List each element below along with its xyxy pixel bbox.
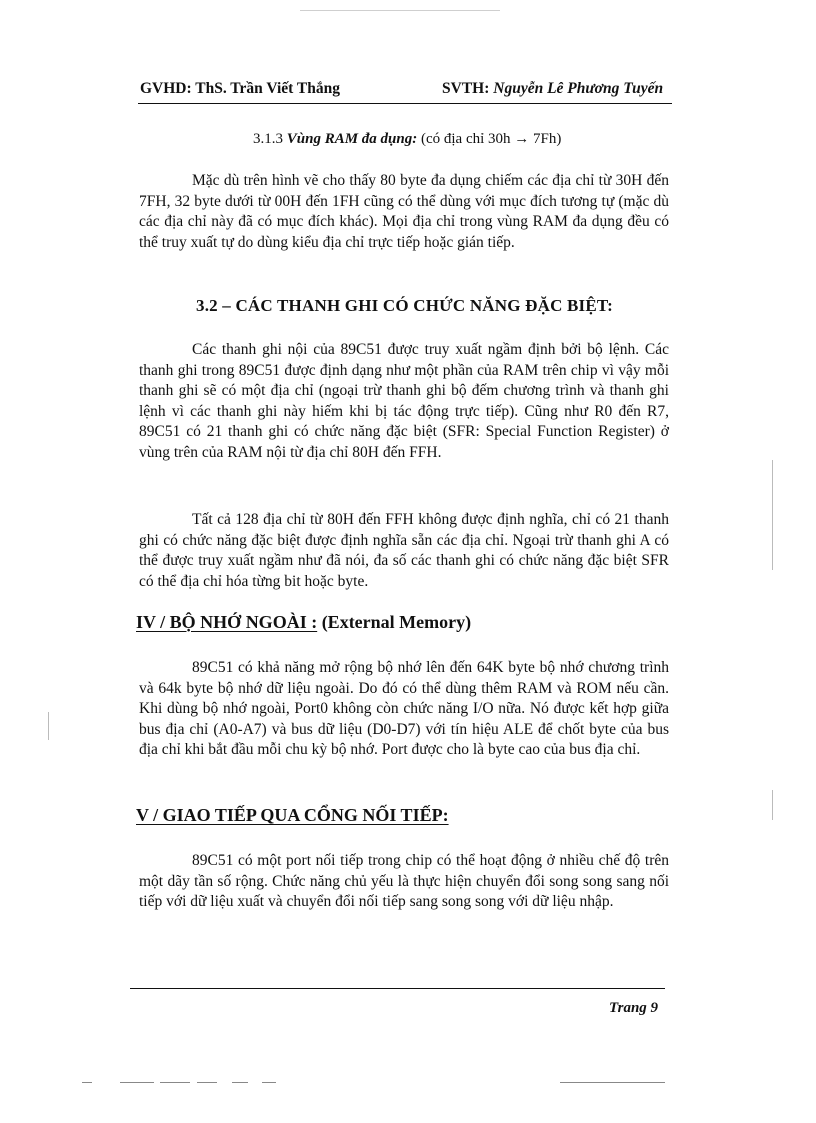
scan-artifact-dash — [120, 1082, 154, 1083]
section-v-title: V / GIAO TIẾP QUA CỔNG NỐI TIẾP: — [136, 805, 449, 825]
scan-artifact-dash — [160, 1082, 190, 1083]
scan-artifact-right-2 — [772, 790, 773, 820]
header-student-name: Nguyễn Lê Phương Tuyến — [493, 80, 664, 97]
paragraph-external-memory: 89C51 có khả năng mở rộng bộ nhớ lên đến 64K byte bộ nhớ chương trình và 64k byte bộ nhớ dữ liệu ngoài. Do đó có thể dùng thêm RAM và ROM nếu cần. Khi dùng bộ nhớ ngoài, Port0 không còn chức năng I/O nữa. Nó được kết hợp giữa bus địa chỉ (A0-A7) và bus dữ liệu (D0-D7) với tín hiệu ALE để chốt byte của bus địa chỉ khi bắt đầu mỗi chu kỳ bộ nhớ. Port được cho là byte cao của bus địa chỉ. — [139, 659, 669, 758]
scan-artifact-dash — [262, 1082, 276, 1083]
header-divider — [138, 103, 672, 104]
scan-artifact-dash — [232, 1082, 248, 1083]
footer-divider — [130, 988, 665, 989]
section-iv-heading — [136, 612, 471, 633]
subsection-313-heading — [253, 131, 561, 148]
paragraph-sfr-intro: Các thanh ghi nội của 89C51 được truy xuất ngầm định bởi bộ lệnh. Các thanh ghi trong 89C51 được định dạng như một phần của RAM trên chip vì vậy mỗi thanh ghi sẽ có một địa chỉ (ngoại trừ thanh ghi bộ đếm chương trình và thanh ghi lệnh vì các thanh ghi này hiếm khi bị tác động trực tiếp). Cũng như R0 đến R7, 89C51 có 21 thanh ghi có chức năng đặc biệt (SFR: Special Function Register) ở vùng trên của RAM nội từ địa chỉ 80H đến FFH. — [139, 341, 669, 461]
scan-artifact-dash — [82, 1082, 92, 1083]
header-student — [442, 80, 663, 98]
subsection-313-title: Vùng RAM đa dụng: — [286, 131, 418, 147]
header-advisor: GVHD: ThS. Trần Viết Thắng — [140, 80, 340, 97]
paragraph-general-ram: Mặc dù trên hình vẽ cho thấy 80 byte đa dụng chiếm các địa chỉ từ 30H đến 7FH, 32 byte dưới từ 00H đến 1FH cũng có thể dùng với mục đích tương tự (mặc dù các địa chỉ này đã có mục đích khác). Mọi địa chỉ trong vùng RAM đa dụng đều có thể truy xuất tự do dùng kiểu địa chỉ trực tiếp hoặc gián tiếp. — [139, 172, 669, 251]
paragraph-serial-port: 89C51 có một port nối tiếp trong chip có thể hoạt động ở nhiều chế độ trên một dãy tần số rộng. Chức năng chủ yếu là thực hiện chuyển đổi song song sang nối tiếp với dữ liệu xuất và chuyển đổi nối tiếp sang song song với dữ liệu nhập. — [139, 852, 669, 910]
scan-artifact-dash — [560, 1082, 665, 1083]
subsection-313-note: (có địa chỉ 30h → 7Fh) — [417, 131, 562, 147]
paragraph-sfr-addresses: Tất cả 128 địa chỉ từ 80H đến FFH không được định nghĩa, chỉ có 21 thanh ghi có chức năng đặc biệt được định nghĩa sẵn các địa chỉ. Ngoại trừ thanh ghi A có thể được truy xuất ngầm như đã nói, đa số các thanh ghi có chức năng đặc biệt SFR có thể địa chỉ hóa từng bit hoặc byte. — [139, 511, 669, 590]
header-student-label: SVTH: — [442, 80, 494, 97]
page-number: Trang 9 — [609, 1000, 659, 1016]
section-v-heading — [136, 805, 449, 826]
scan-edge-line — [300, 10, 500, 11]
section-iv-subtitle: (External Memory) — [317, 612, 472, 632]
scan-artifact-right-1 — [772, 460, 773, 570]
section-iv-title: IV / BỘ NHỚ NGOÀI : — [136, 612, 318, 632]
section-32-heading: 3.2 – CÁC THANH GHI CÓ CHỨC NĂNG ĐẶC BIỆT: — [196, 296, 614, 315]
scan-artifact-dash — [197, 1082, 217, 1083]
scan-artifact-left — [48, 712, 49, 740]
subsection-313-number: 3.1.3 — [253, 131, 287, 147]
